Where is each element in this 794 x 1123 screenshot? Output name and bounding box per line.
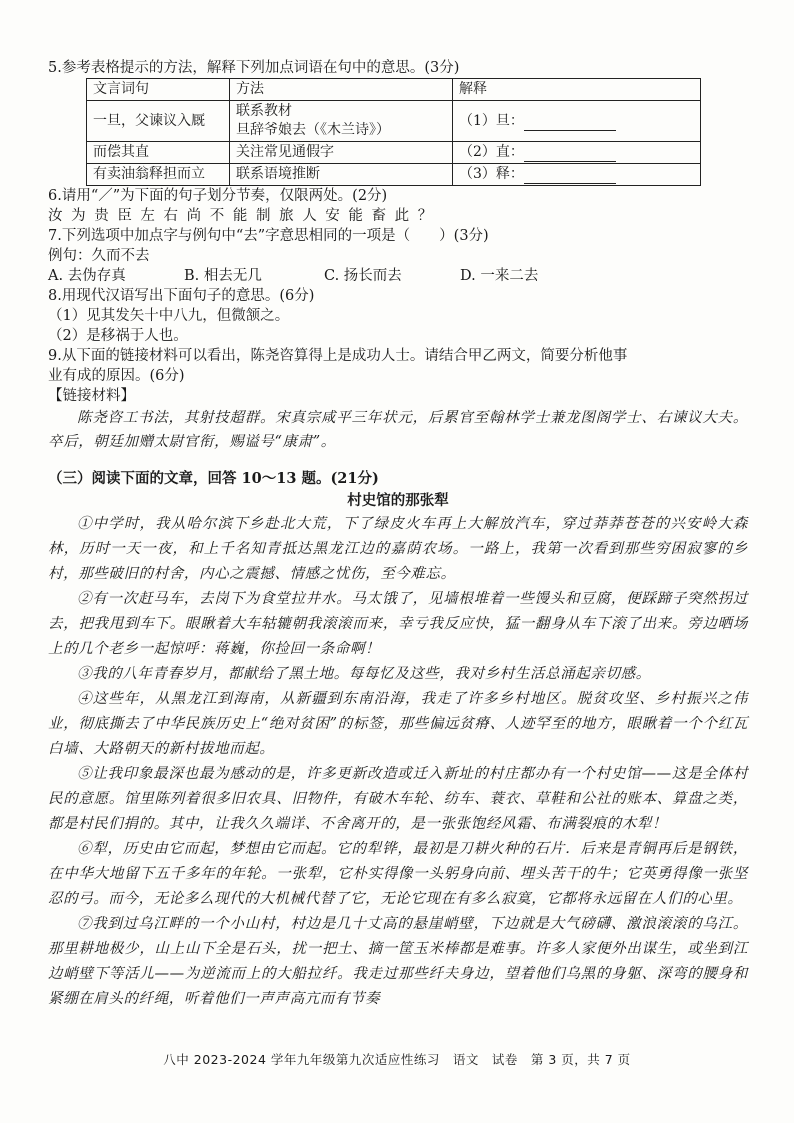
q6-stem: 6.请用“／”为下面的句子划分节奏，仅限两处。(2分)	[48, 188, 388, 204]
article-paragraph: ③我的八年青春岁月，都献给了黑土地。每每忆及这些，我对乡村生活总涌起亲切感。	[77, 666, 651, 682]
link-material: 陈尧咨工书法，其射技超群。宋真宗咸平三年状元，后累官至翰林学士兼龙图阁学士、右谏议大夫。卒后，朝廷加赠太尉官衔，赐谥号“康肃”。	[48, 410, 748, 450]
table-row	[87, 101, 701, 142]
page-footer: 八中 2023-2024 学年九年级第九次适应性练习 语文 试卷 第 3 页，共 7 页	[163, 1052, 631, 1067]
table-cell-method: 关注常见通假字	[230, 142, 453, 164]
table-cell-method: 联系语境推断	[230, 164, 453, 186]
q7-example: 例句：久而不去	[48, 248, 150, 264]
table-cell-method	[230, 101, 453, 142]
option-c[interactable]: C. 扬长而去	[324, 268, 402, 284]
table-row	[87, 164, 701, 186]
q7-options	[48, 266, 748, 286]
method-line: 联系教材	[236, 103, 292, 119]
article-title: 村史馆的那张犁	[347, 492, 449, 509]
exam-page	[48, 58, 748, 1012]
article-paragraph: ①中学时，我从哈尔滨下乡赴北大荒，下了绿皮火车再上大解放汽车，穿过莽莽苍苍的兴安岭大森林，历时一天一夜，和上千名知青抵达黑龙江边的嘉荫农场。一路上，我第一次看到那些穷困寂寥的乡村，那些破旧的村舍，内心之震撼、情感之忧伤，至今难忘。	[48, 516, 748, 582]
table-header: 解释	[453, 79, 701, 101]
q8-item-2: （2）是移祸于人也。	[48, 328, 188, 344]
q6-sentence: 汝 为 贵 臣 左 右 尚 不 能 制 旅 人 安 能 畜 此 ？	[48, 208, 435, 224]
answer-label: （3）释：	[459, 166, 524, 182]
q5-table	[86, 78, 701, 186]
table-header: 方法	[230, 79, 453, 101]
table-cell-answer	[453, 101, 701, 142]
q7-stem: 7.下列选项中加点字与例句中“去”字意思相同的一项是（ ）(3分)	[48, 228, 489, 244]
table-cell-phrase: 而偿其直	[87, 142, 230, 164]
table-row	[87, 142, 701, 164]
material-label: 【链接材料】	[48, 388, 135, 404]
q9-stem-line2: 业有成的原因。(6分)	[48, 368, 185, 384]
answer-blank[interactable]	[524, 147, 616, 162]
q9-stem-line1: 9.从下面的链接材料可以看出，陈尧咨算得上是成功人士。请结合甲乙两文，简要分析他事	[48, 348, 628, 364]
option-d[interactable]: D. 一来二去	[460, 268, 539, 284]
article-paragraph: ⑦我到过乌江畔的一个小山村，村边是几十丈高的悬崖峭壁，下边就是大气磅礴、激浪滚滚的乌江。那里耕地极少，山上山下全是石头，扰一把土、摘一筐玉米棒都是难事。许多人家便外出谋生，或坐到江边峭壁下等活儿——为逆流而上的大船拉纤。我走过那些纤夫身边，望着他们乌黑的身躯、深弯的腰身和紧绷在肩头的纤绳，听着他们一声声高亢而有节奏	[48, 916, 748, 1007]
option-a[interactable]: A. 去伪存真	[48, 268, 126, 284]
section-heading: （三）阅读下面的文章，回答 10～13 题。(21分)	[48, 470, 379, 487]
q8-stem: 8.用现代汉语写出下面句子的意思。(6分)	[48, 288, 315, 304]
article-paragraph: ④这些年，从黑龙江到海南，从新疆到东南沿海，我走了许多乡村地区。脱贫攻坚、乡村振兴之伟业，彻底撕去了中华民族历史上“绝对贫困”的标签，那些偏远贫瘠、人迹罕至的地方，眼瞅着一个个红瓦白墙、大路朝天的新村拔地而起。	[48, 691, 748, 757]
method-line: 旦辞爷娘去（《木兰诗》）	[236, 122, 390, 138]
answer-blank[interactable]	[524, 169, 616, 184]
article-paragraph: ⑤让我印象最深也最为感动的是，许多更新改造或迁入新址的村庄都办有一个村史馆——这是全体村民的意愿。馆里陈列着很多旧农具、旧物件，有破木车轮、纺车、蓑衣、草鞋和公社的账本、算盘之类，都是村民们捐的。其中，让我久久端详、不舍离开的，是一张张饱经风霜、布满裂痕的木犁！	[48, 766, 748, 832]
q5-stem: 5.参考表格提示的方法，解释下列加点词语在句中的意思。(3分)	[48, 60, 460, 76]
option-b[interactable]: B. 相去无几	[184, 268, 262, 284]
table-cell-answer	[453, 164, 701, 186]
table-cell-phrase: 一旦，父谏议入厩	[87, 101, 230, 142]
table-cell-phrase: 有卖油翁释担而立	[87, 164, 230, 186]
table-header-row	[87, 79, 701, 101]
answer-label: （2）直：	[459, 144, 524, 160]
article-paragraph: ⑥犁，历史由它而起，梦想由它而起。它的犁铧，最初是刀耕火种的石片．后来是青铜再后是钢铁，在中华大地留下五千多年的年轮。一张犁，它朴实得像一头躬身向前、埋头苦干的牛；它英勇得像一张坚忍的弓。而今，无论多么现代的大机械代替了它，无论它现在有多么寂寞，它都将永远留在人们的心里。	[48, 841, 748, 907]
article-paragraph: ②有一次赶马车，去岗下为食堂拉井水。马太饿了，见墙根堆着一些馒头和豆腐，便踩蹄子突然拐过去，把我甩到车下。眼瞅着大车轱辘朝我滚滚而来，幸亏我反应快，猛一翻身从车下滚了出来。旁边晒场上的几个老乡一起惊呼：蒋巍，你捡回一条命啊！	[48, 591, 748, 657]
answer-blank[interactable]	[524, 116, 616, 131]
table-cell-answer	[453, 142, 701, 164]
table-header: 文言词句	[87, 79, 230, 101]
answer-label: （1）旦：	[459, 112, 524, 129]
q8-item-1: （1）见其发矢十中八九，但微颔之。	[48, 308, 290, 324]
